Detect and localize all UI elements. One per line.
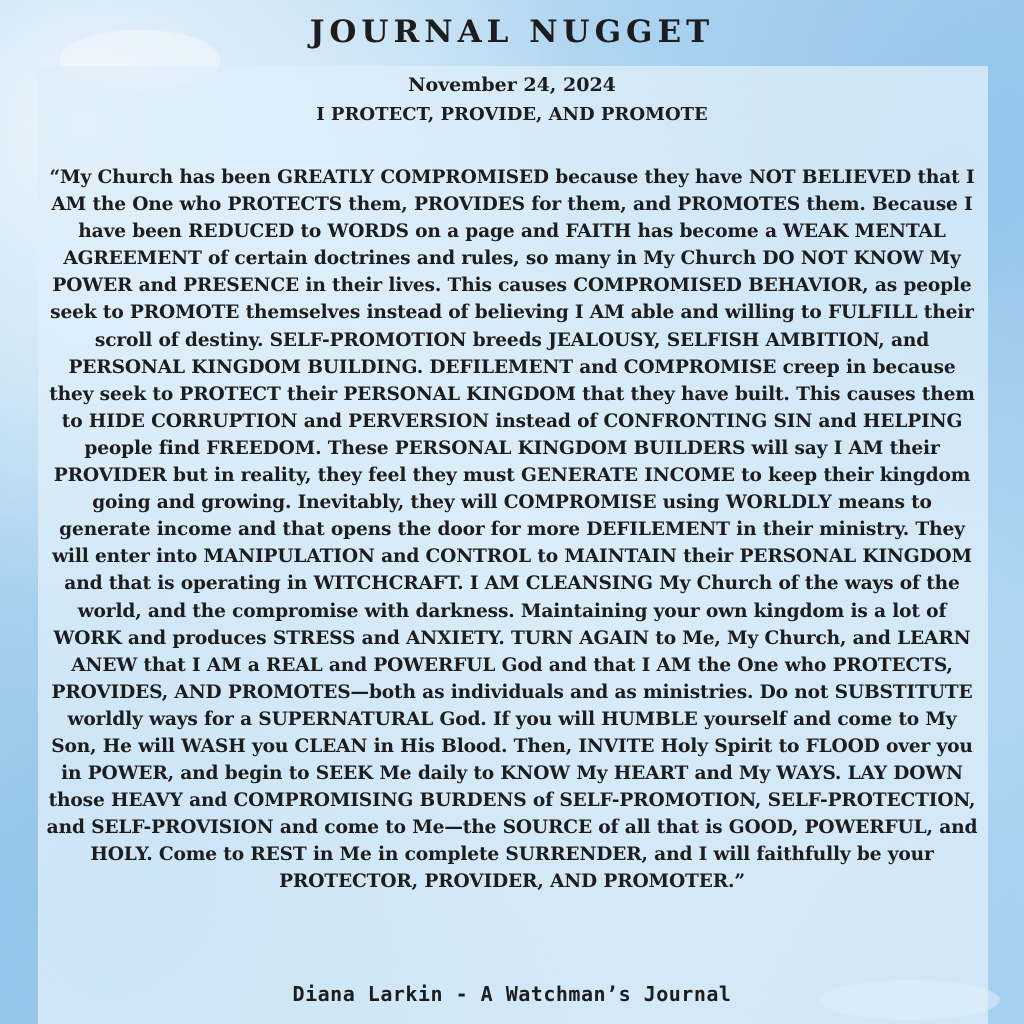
author-signature: Diana Larkin - A Watchman’s Journal: [292, 982, 732, 1006]
journal-message: “My Church has been GREATLY COMPROMISED because they have NOT BELIEVED that I AM the One who PROTECTS them, PROVIDES for them, and PROMOTES them. Because I have been REDUCED to WORDS on a page and FAITH has become a WEAK MENTAL AGREEMENT of certain doctrines and rules, so many in My Church DO NOT KNOW My POWER and PRESENCE in their lives. This causes COMPROMISED BEHAVIOR, as people seek to PROMOTE themselves instead of believing I AM able and willing to FULFILL their scroll of destiny. SELF-PROMOTION breeds JEALOUSY, SELFISH AMBITION, and PERSONAL KINGDOM BUILDING. DEFILEMENT and COMPROMISE creep in because they seek to PROTECT their PERSONAL KINGDOM that they have built. This causes them to HIDE CORRUPTION and PERVERSION instead of CONFRONTING SIN and HELPING people find FREEDOM. These PERSONAL KINGDOM BUILDERS will say I AM their PROVIDER but in reality, they feel they must GENERATE INCOME to keep their kingdom going and growing. Inevitably, they will COMPROMISE using WORLDLY means to generate income and that opens the door for more DEFILEMENT in their ministry. They will enter into MANIPULATION and CONTROL to MAINTAIN their PERSONAL KINGDOM and that is operating in WITCHCRAFT. I AM CLEANSING My Church of the ways of the world, and the compromise with darkness. Maintaining your own kingdom is a lot of WORK and produces STRESS and ANXIETY. TURN AGAIN to Me, My Church, and LEARN ANEW that I AM a REAL and POWERFUL God and that I AM the One who PROTECTS, PROVIDES, AND PROMOTES—both as individuals and as ministries. Do not SUBSTITUTE worldly ways for a SUPERNATURAL God. If you will HUMBLE yourself and come to My Son, He will WASH you CLEAN in His Blood. Then, INVITE Holy Spirit to FLOOD over you in POWER, and begin to SEEK Me daily to KNOW My HEART and My WAYS. LAY DOWN those HEAVY and COMPROMISING BURDENS of SELF-PROMOTION, SELF-PROTECTION, and SELF-PROVISION and come to Me—the SOURCE of all that is GOOD, POWERFUL, and HOLY. Come to REST in Me in complete SURRENDER, and I will faithfully be your PROTECTOR, PROVIDER, AND PROMOTER.”: [46, 167, 978, 893]
page-title: JOURNAL NUGGET: [309, 14, 715, 50]
entry-date: November 24, 2024: [408, 74, 616, 96]
entry-subtitle: I PROTECT, PROVIDE, AND PROMOTE: [316, 104, 708, 125]
